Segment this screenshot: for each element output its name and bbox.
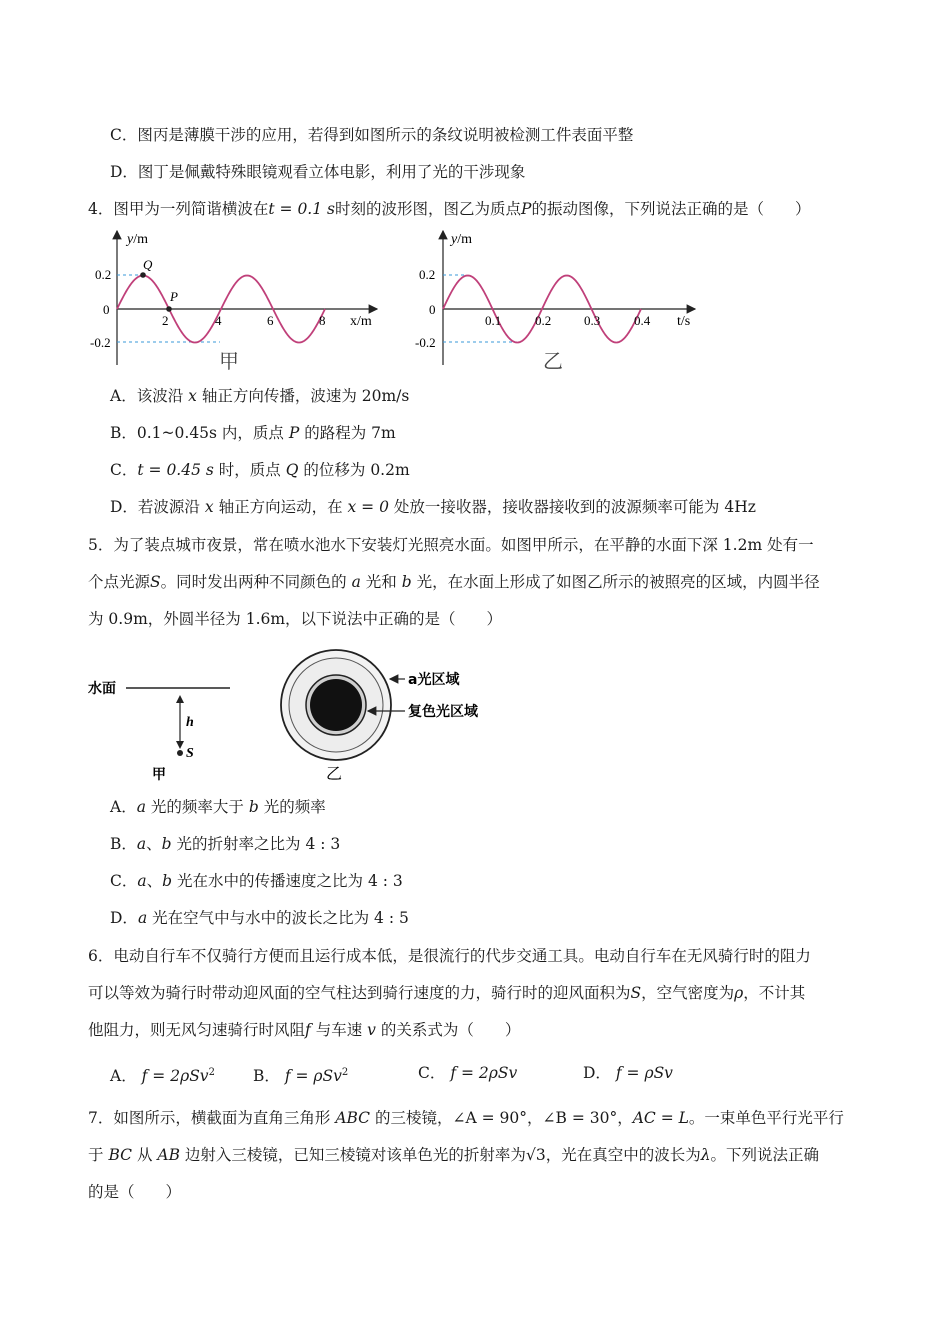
y-axis-label: y/m: [127, 232, 148, 247]
figure-label-yi: 乙: [543, 351, 563, 373]
q6-stem-line3: [88, 1020, 520, 1040]
figure-label-jia: 甲: [152, 767, 166, 783]
q7-text: 。下列说法正确: [710, 1146, 820, 1164]
y-tick-label: -0.2: [90, 335, 111, 350]
a-region-label: a光区域: [408, 672, 460, 688]
q6-text: ，不计其: [743, 984, 806, 1002]
q5-text: 光，在水面上形成了如图乙所示的被照亮的区域，内圆半径: [416, 573, 820, 591]
q5-opt-var: a: [137, 872, 147, 890]
q7-var: AB: [157, 1146, 180, 1164]
q5-figure: [80, 645, 520, 785]
q5-opt-var: a: [136, 798, 146, 816]
q5-opt-text: B．: [110, 835, 137, 853]
q7-text: ，光在真空中的波长为: [545, 1146, 701, 1164]
t-tick-label: 0.4: [634, 313, 651, 328]
figure-label-jia: 甲: [219, 351, 239, 373]
x-tick-label: 8: [319, 313, 326, 328]
point-q: [140, 272, 146, 278]
x-tick-label: 6: [267, 313, 274, 328]
q6-var: f: [305, 1021, 311, 1039]
q6-opt-formula: f = 2ρSv: [141, 1067, 209, 1086]
q5-opt-text: A．: [110, 798, 137, 816]
q5-var: b: [401, 573, 412, 591]
q5-text: 光和: [365, 573, 397, 591]
q6-opt-formula: f = ρSv: [615, 1064, 673, 1082]
q5-opt-text: 光的频率: [263, 798, 326, 816]
point-q-label: Q: [143, 257, 153, 272]
y-tick-label: 0.2: [419, 267, 436, 282]
q4-opt-text: 的路程为 7m: [304, 424, 396, 442]
y-tick-label: -0.2: [415, 335, 436, 350]
q7-math: ∠B = 30°: [542, 1109, 618, 1127]
q4-opt-text: B．0.1~0.45s 内，质点: [110, 424, 284, 442]
q4-opt-text: A．该波沿: [110, 387, 184, 405]
q6-opt-sup: 2: [341, 1067, 349, 1078]
q5-opt-text: C．: [110, 872, 138, 890]
q6-option-a: [110, 1063, 215, 1086]
q6-opt-letter: A．: [110, 1067, 137, 1086]
q5-opt-var: b: [162, 872, 173, 890]
q4-opt-var: x: [204, 498, 214, 516]
q5-opt-text: 光在空气中与水中的波长之比为 4 : 5: [152, 909, 409, 927]
q7-text: 。一束单色平行光平行: [688, 1109, 844, 1127]
q4-opt-text: 处放一接收器，接收器接收到的波源频率可能为 4Hz: [393, 498, 756, 516]
q5-option-c: [110, 871, 403, 891]
q6-option-b: [253, 1063, 348, 1086]
q6-var: ρ: [734, 984, 744, 1002]
point-p: [166, 306, 172, 312]
q4-stem-text: 的振动图像，下列说法正确的是（ ）: [531, 200, 811, 218]
q4-opt-var: P: [288, 424, 300, 442]
q4-stem-point: P: [521, 200, 532, 218]
q7-text: ，: [527, 1109, 543, 1127]
q5-text: 。同时发出两种不同颜色的: [160, 573, 347, 591]
y-tick-label: 0: [429, 302, 436, 317]
q6-text: ，空气密度为: [641, 984, 735, 1002]
q7-math: ∠A = 90°: [452, 1109, 527, 1127]
figure-label-yi: 乙: [326, 764, 343, 783]
q6-text: 与车速: [315, 1021, 363, 1039]
q5-opt-text: 光的折射率之比为 4 : 3: [176, 835, 341, 853]
y-tick-label: 0: [103, 302, 110, 317]
q6-opt-letter: D．: [583, 1064, 611, 1082]
q6-text: 可以等效为骑行时带动迎风面的空气柱达到骑行速度的力，骑行时的迎风面积为: [88, 984, 631, 1002]
q7-stem-line2: [88, 1145, 819, 1165]
q5-option-a: [110, 797, 326, 817]
q6-opt-formula: f = ρSv: [284, 1067, 342, 1086]
q4-opt-text: 时，质点: [218, 461, 281, 479]
q4-opt-var: Q: [285, 461, 299, 479]
wave-graph-jia: [90, 225, 385, 375]
q7-stem-line1: [88, 1108, 844, 1128]
q5-opt-text: 、: [146, 872, 163, 890]
q5-option-b: [110, 834, 340, 854]
q5-opt-var: a: [137, 909, 148, 927]
q7-text: 7．如图所示，横截面为直角三角形: [88, 1109, 331, 1127]
q7-var: λ: [700, 1146, 711, 1164]
depth-h-label: h: [186, 715, 194, 730]
x-tick-label: 4: [215, 313, 222, 328]
t-tick-label: 0.1: [485, 313, 502, 328]
point-p-label: P: [170, 289, 178, 304]
q7-math: √3: [525, 1146, 546, 1164]
water-surface-label: 水面: [88, 681, 116, 697]
q4-opt-text: C．: [110, 461, 138, 479]
q4-opt-var: t = 0.45 s: [137, 461, 214, 479]
light-source-label: S: [186, 746, 194, 761]
light-source-point: [177, 750, 183, 756]
q5-var: S: [150, 573, 161, 591]
q5-opt-text: 光的频率大于: [150, 798, 244, 816]
x-axis-label: x/m: [350, 314, 372, 329]
q6-text: 的关系式为（ ）: [380, 1021, 521, 1039]
q4-stem-text: 4．图甲为一列简谐横波在: [88, 200, 269, 218]
q7-text: 的三棱镜，: [374, 1109, 453, 1127]
q5-opt-text: 、: [146, 835, 162, 853]
q6-opt-formula: f = 2ρSv: [450, 1064, 518, 1082]
q6-text: 他阻力，则无风匀速骑行时风阻: [88, 1021, 306, 1039]
q7-text: 从: [136, 1146, 153, 1164]
q3-option-d: D．图丁是佩戴特殊眼镜观看立体电影，利用了光的干涉现象: [110, 163, 526, 181]
q5-stem-line2: [88, 572, 820, 592]
t-tick-label: 0.3: [584, 313, 601, 328]
q6-var: v: [367, 1021, 376, 1039]
q5-stem-line3: 为 0.9m，外圆半径为 1.6m，以下说法中正确的是（ ）: [88, 610, 503, 628]
q6-option-c: [418, 1063, 517, 1083]
q7-text: 边射入三棱镜，已知三棱镜对该单色光的折射率为: [184, 1146, 526, 1164]
q5-opt-var: a: [136, 835, 147, 853]
y-axis-label: y/m: [451, 232, 472, 247]
depth-arrow-head: [176, 741, 184, 749]
q7-var: BC: [108, 1146, 132, 1164]
q6-var: S: [630, 984, 642, 1002]
q7-math: AC = L: [632, 1109, 689, 1127]
y-tick-label: 0.2: [95, 267, 112, 282]
q6-opt-letter: B．: [253, 1067, 280, 1086]
vibration-graph-yi: [405, 225, 705, 375]
q4-option-d: [110, 497, 756, 517]
q5-opt-var: b: [161, 835, 172, 853]
q7-text: 于: [88, 1146, 104, 1164]
q5-opt-text: 光在水中的传播速度之比为 4 : 3: [177, 872, 403, 890]
q5-text: 个点光源: [88, 573, 151, 591]
q6-stem-line1: 6．电动自行车不仅骑行方便而且运行成本低，是很流行的代步交通工具。电动自行车在无风骑行时的阻力: [88, 947, 811, 965]
q3-option-c: C．图丙是薄膜干涉的应用，若得到如图所示的条纹说明被检测工件表面平整: [110, 126, 634, 144]
q4-opt-text: D．若波源沿: [110, 498, 200, 516]
q4-option-a: [110, 386, 409, 406]
q4-stem: [88, 199, 810, 219]
q4-stem-time: t = 0.1 s: [268, 200, 335, 218]
q4-stem-text: 时刻的波形图，图乙为质点: [334, 200, 521, 218]
t-tick-label: 0.2: [535, 313, 552, 328]
x-tick-label: 2: [162, 313, 169, 328]
q4-opt-text: 的位移为 0.2m: [303, 461, 410, 479]
q7-var: ABC: [335, 1109, 371, 1127]
q4-opt-var: x: [188, 387, 197, 405]
q5-option-d: [110, 908, 409, 928]
mixed-region-label: 复色光区域: [408, 704, 478, 720]
q6-opt-letter: C．: [418, 1064, 446, 1082]
t-axis-label: t/s: [677, 314, 691, 329]
q4-opt-var: x = 0: [347, 498, 389, 516]
q4-option-b: [110, 423, 396, 443]
mixed-light-disk: [310, 679, 362, 731]
depth-arrow-head: [176, 695, 184, 703]
q5-var: a: [351, 573, 361, 591]
q6-stem-line2: [88, 983, 805, 1003]
q5-stem-line1: 5．为了装点城市夜景，常在喷水池水下安装灯光照亮水面。如图甲所示，在平静的水面下深 1.2m 处有一: [88, 536, 814, 554]
q4-option-c: [110, 460, 410, 480]
q6-option-d: [583, 1063, 673, 1083]
q4-opt-text: 轴正方向传播，波速为 20m/s: [201, 387, 410, 405]
q5-opt-var: b: [248, 798, 259, 816]
q6-opt-sup: 2: [208, 1067, 215, 1078]
q4-opt-text: 轴正方向运动，在: [218, 498, 343, 516]
q7-stem-line3: 的是（ ）: [88, 1183, 182, 1201]
q5-opt-text: D．: [110, 909, 138, 927]
q7-text: ，: [617, 1109, 633, 1127]
